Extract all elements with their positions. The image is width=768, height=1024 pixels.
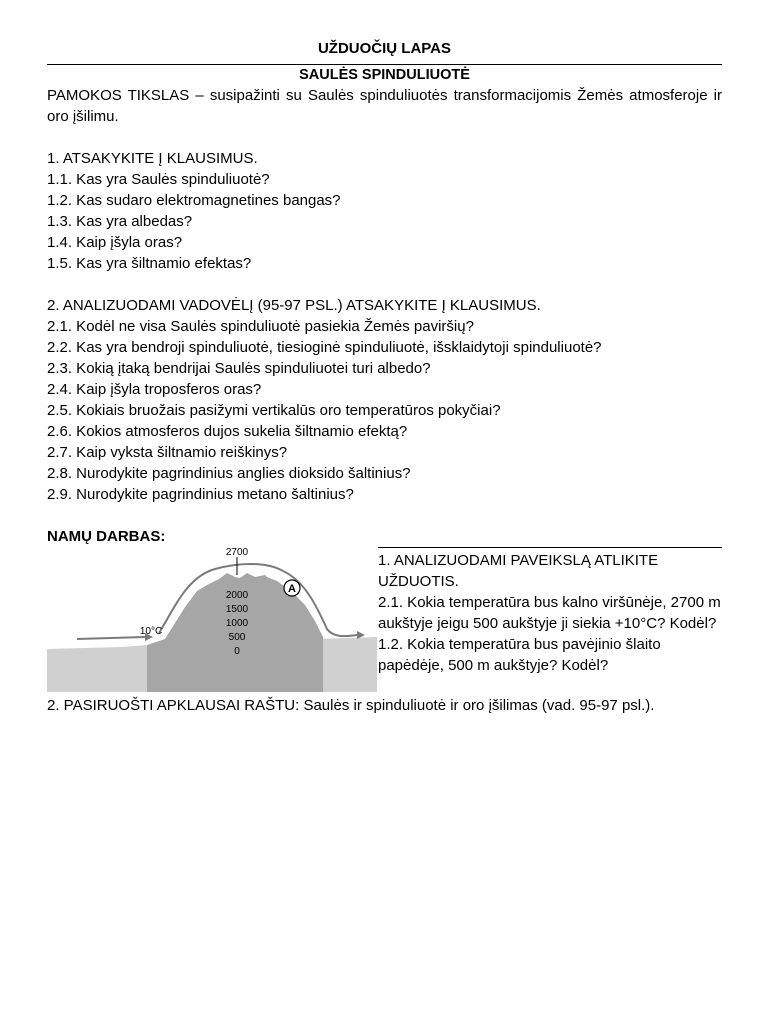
mountain-diagram [47,547,377,692]
altitude-label-500: 500 [228,632,246,643]
temperature-label: 10°C [139,626,163,637]
question-2-1: 2.1. Kodėl ne visa Saulės spinduliuotė pasiekia Žemės paviršių? [47,318,474,335]
homework-heading: NAMŲ DARBAS: [47,528,166,545]
homework-tasks [378,547,722,676]
question-2-3: 2.3. Kokią įtaką bendrijai Saulės spinduliuotei turi albedo? [47,360,431,377]
section-2-heading: 2. ANALIZUODAMI VADOVĖLĮ (95-97 PSL.) ATSAKYKITE Į KLAUSIMUS. [47,297,541,314]
question-1-1: 1.1. Kas yra Saulės spinduliuotė? [47,171,270,188]
homework-block [47,547,722,714]
homework-task-1: 1. ANALIZUODAMI PAVEIKSLĄ ATLIKITE UŽDUOTIS. [378,552,659,590]
question-2-5: 2.5. Kokiais bruožais pasižymi vertikalūs oro temperatūros pokyčiai? [47,402,501,419]
question-1-4: 1.4. Kaip įšyla oras? [47,234,183,251]
section-2 [47,295,722,505]
homework-task-2: 2. PASIRUOŠTI APKLAUSAI RAŠTU: Saulės ir spinduliuotė ir oro įšilimas (vad. 95-97 psl.). [47,697,655,714]
question-1-3: 1.3. Kas yra albedas? [47,213,193,230]
homework-task-1-2: 1.2. Kokia temperatūra bus pavėjinio šlaito papėdėje, 500 m aukštyje? Kodėl? [378,636,661,674]
question-1-5: 1.5. Kas yra šiltnamio efektas? [47,255,252,272]
point-a-label: A [288,583,296,595]
homework-task-2-1: 2.1. Kokia temperatūra bus kalno viršūnėje, 2700 m aukštyje jeigu 500 aukštyje ji siekia +10°C? Kodėl? [378,594,721,632]
question-1-2: 1.2. Kas sudaro elektromagnetines bangas? [47,192,341,209]
question-2-7: 2.7. Kaip vyksta šiltnamio reiškinys? [47,444,288,461]
question-2-9: 2.9. Nurodykite pagrindinius metano šaltinius? [47,486,354,503]
worksheet-page [47,40,722,714]
airflow-left-arrow [77,637,145,639]
peak-altitude-label: 2700 [225,547,249,558]
question-2-4: 2.4. Kaip įšyla troposferos oras? [47,381,262,398]
question-2-6: 2.6. Kokios atmosferos dujos sukelia šiltnamio efektą? [47,423,408,440]
page-title: UŽDUOČIŲ LAPAS [47,40,722,65]
section-1 [47,148,722,274]
page-subtitle: SAULĖS SPINDULIUOTĖ [299,67,470,83]
section-1-heading: 1. ATSAKYKITE Į KLAUSIMUS. [47,150,258,167]
altitude-label-2000: 2000 [225,590,249,601]
ground-right [319,637,377,692]
altitude-label-1500: 1500 [225,604,249,615]
altitude-label-1000: 1000 [225,618,249,629]
lesson-goal: PAMOKOS TIKSLAS – susipažinti su Saulės spinduliuotės transformacijomis Žemės atmosferoje ir oro įšilimu. [47,87,722,125]
question-2-8: 2.8. Nurodykite pagrindinius anglies dioksido šaltinius? [47,465,411,482]
altitude-label-0: 0 [234,646,240,657]
question-2-2: 2.2. Kas yra bendroji spinduliuotė, tiesioginė spinduliuotė, išsklaidytoji spinduliuotė? [47,339,602,356]
